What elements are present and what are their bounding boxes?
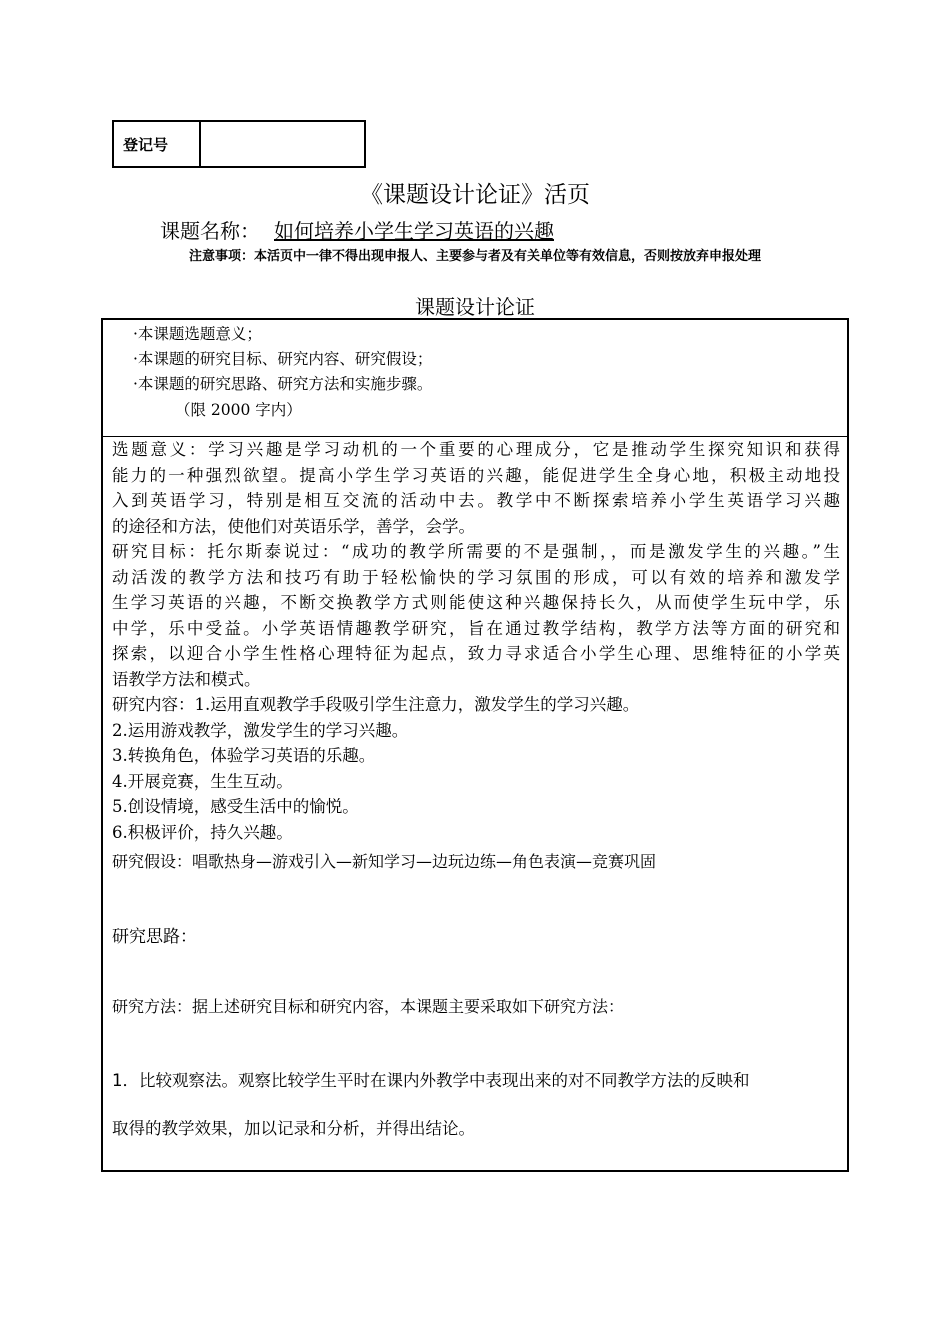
hint-line: ·本课题的研究思路、研究方法和实施步骤。: [133, 375, 433, 393]
registration-box: [112, 120, 366, 168]
content-item: 2.运用游戏教学，激发学生的学习兴趣。: [112, 720, 409, 740]
content-item: 3.转换角色，体验学习英语的乐趣。: [112, 746, 376, 765]
topic-value: 如何培养小学生学习英语的兴趣: [274, 219, 554, 243]
method-1-line: 1．比较观察法。观察比较学生平时在课内外教学中表现出来的对不同教学方法的反映和: [112, 1071, 750, 1090]
significance-line: 能力的一种强烈欲望。提高小学生学习英语的兴趣，能促进学生全身心地，积极主动地投: [112, 465, 840, 485]
method-1-line: 取得的教学效果，加以记录和分析，并得出结论。: [112, 1119, 475, 1138]
content-item: 6.积极评价，持久兴趣。: [112, 822, 293, 842]
notice-text: 注意事项：本活页中一律不得出现申报人、主要参与者及有关单位等有效信息，否则按放弃申报处理: [188, 249, 761, 264]
hint-line: ·本课题选题意义；: [133, 325, 262, 343]
registration-value: [201, 122, 364, 166]
significance-line: 入到英语学习，特别是相互交流的活动中去。教学中不断探索培养小学生英语学习兴趣: [112, 491, 840, 510]
hypothesis-value: 唱歌热身—游戏引入—新知学习—边玩边练—角色表演—竞赛巩固: [192, 852, 657, 871]
registration-label: 登记号: [114, 122, 201, 166]
method-label: 研究方法：: [112, 997, 193, 1016]
hypothesis-label: 研究假设：: [112, 852, 193, 871]
document-title: 《课题设计论证》活页: [360, 182, 590, 208]
goal-line: 研究目标：托尔斯泰说过：“成功的教学所需要的不是强制，，而是激发学生的兴趣。”生: [112, 542, 840, 561]
content-item: 研究内容：1.运用直观教学手段吸引学生注意力，激发学生的学习兴趣。: [112, 695, 640, 714]
goal-line: 语教学方法和模式。: [112, 669, 261, 689]
demonstration-table: [101, 318, 849, 1172]
content-item: 5.创设情境，感受生活中的愉悦。: [112, 797, 359, 816]
hint-line: ·本课题的研究目标、研究内容、研究假设；: [133, 350, 433, 368]
topic-label: 课题名称：: [160, 219, 260, 243]
section-title: 课题设计论证: [415, 295, 535, 319]
method-value: 据上述研究目标和研究内容，本课题主要采取如下研究方法：: [192, 997, 625, 1016]
goal-line: 中学，乐中受益。小学英语情趣教学研究，旨在通过教学结构，教学方法等方面的研究和: [112, 618, 840, 638]
hypothesis-line: [112, 849, 656, 872]
significance-line: 的途径和方法，使他们对英语乐学，善学，会学。: [112, 516, 475, 536]
hint-cell: [103, 320, 847, 437]
approach-label: 研究思路：: [112, 927, 197, 947]
method-line: [112, 994, 624, 1017]
significance-line: 选题意义：学习兴趣是学习动机的一个重要的心理成分，它是推动学生探究知识和获得: [112, 440, 840, 459]
content-cell: [112, 437, 840, 845]
goal-line: 生学习英语的兴趣，不断交换教学方式则能使这种兴趣保持长久，从而使学生玩中学，乐: [112, 593, 840, 612]
hint-limit: （限 2000 字内）: [175, 401, 302, 419]
goal-line: 探索，以迎合小学生性格心理特征为起点，致力寻求适合小学生心理、思维特征的小学英: [112, 644, 840, 663]
content-item: 4.开展竞赛，生生互动。: [112, 771, 293, 791]
topic-line: [160, 215, 554, 244]
goal-line: 动活泼的教学方法和技巧有助于轻松愉快的学习氛围的形成，可以有效的培养和激发学: [112, 567, 840, 587]
